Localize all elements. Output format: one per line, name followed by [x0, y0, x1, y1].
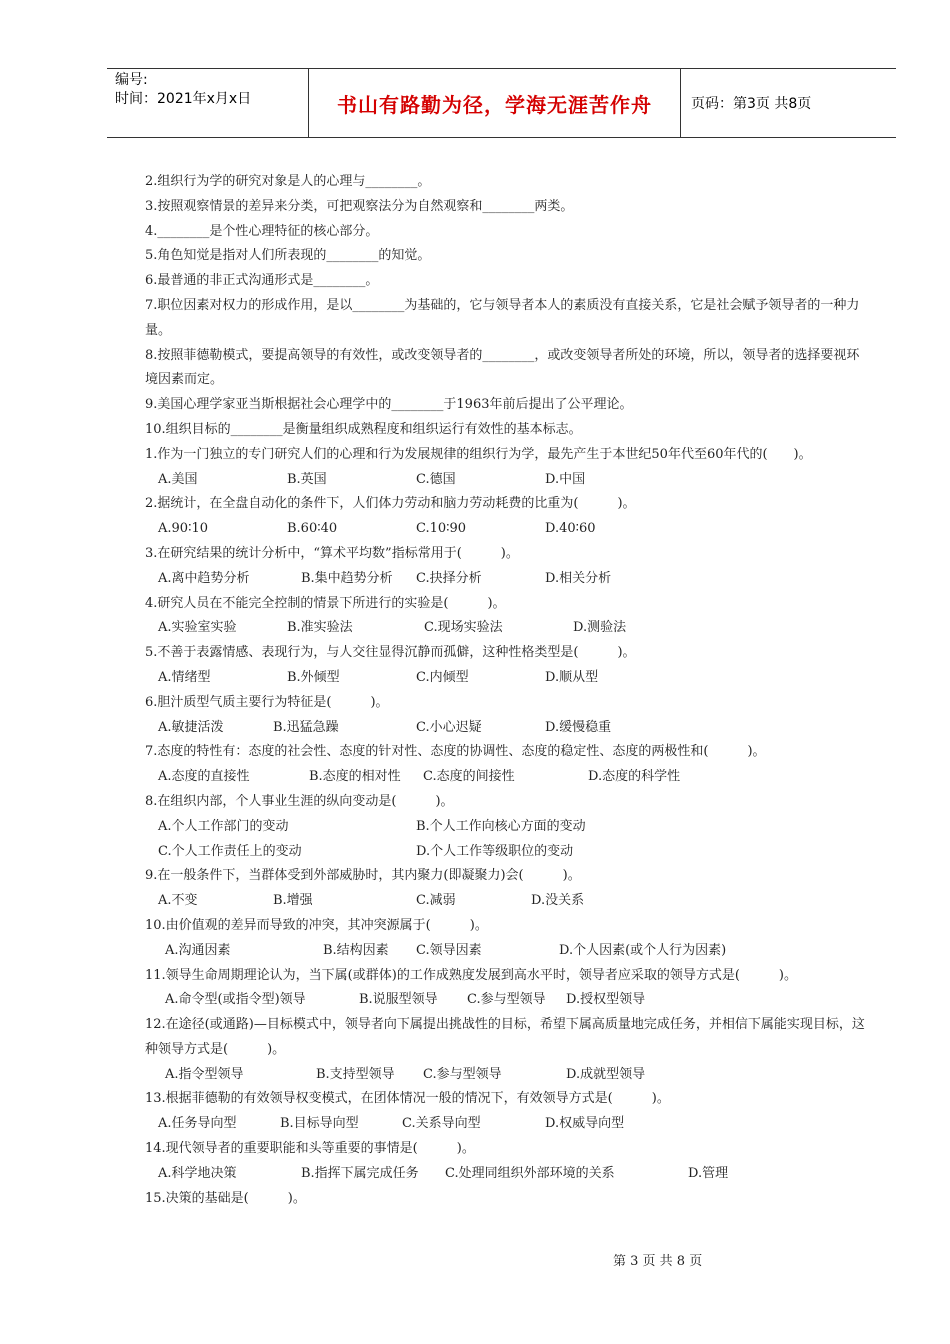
question-text: 12.在途径(或通路)—目标模式中，领导者向下属提出挑战性的目标，希望下属高质量地完成任务，并相信下属能实现目标，这种领导方式是( )。: [145, 1017, 865, 1057]
question-text: 14.现代领导者的重要职能和头等重要的事情是( )。: [145, 1141, 475, 1157]
question-1: [145, 443, 865, 493]
exam-content: [145, 170, 865, 1211]
option-d: D.顺从型: [545, 669, 599, 685]
question-8: [145, 790, 865, 864]
options-row: [145, 567, 865, 592]
question-5: [145, 641, 865, 691]
question-text: 15.决策的基础是( )。: [145, 1190, 306, 1206]
options-row: [145, 1063, 865, 1088]
option-d: D.测验法: [573, 620, 627, 636]
option-d: D.相关分析: [545, 570, 612, 586]
question-text: 10.由价值观的差异而导致的冲突，其冲突源属于( )。: [145, 917, 488, 933]
option-d: D.授权型领导: [566, 992, 646, 1008]
question-text: 1.作为一门独立的专门研究人们的心理和行为发展规律的组织行为学，最先产生于本世纪50年代至60年代的( )。: [145, 446, 812, 462]
options-row: [145, 1112, 865, 1137]
question-3: [145, 542, 865, 592]
option-c: C.抉择分析: [416, 570, 482, 586]
option-a: A.美国: [158, 471, 198, 487]
question-text: 13.根据菲德勒的有效领导权变模式，在团体情况一般的情况下，有效领导方式是( )。: [145, 1091, 670, 1107]
question-10: [145, 914, 865, 964]
option-b: B.态度的相对性: [309, 769, 401, 785]
fill-blank-9: 9.美国心理学家亚当斯根据社会心理学中的________于1963年前后提出了公平理论。: [145, 397, 633, 413]
question-13: [145, 1087, 865, 1137]
option-b: B.英国: [287, 471, 327, 487]
option-a: A.命令型(或指令型)领导: [165, 992, 306, 1008]
question-text: 8.在组织内部，个人事业生涯的纵向变动是( )。: [145, 793, 454, 809]
options-row: [145, 616, 865, 641]
option-b: B.说服型领导: [359, 992, 438, 1008]
header-meta: [107, 69, 309, 137]
question-text: 2.据统计，在全盘自动化的条件下，人们体力劳动和脑力劳动耗费的比重为( )。: [145, 496, 636, 512]
options-row: [145, 1162, 865, 1187]
options-row: [145, 765, 865, 790]
options-row: [145, 517, 865, 542]
option-d: D.个人工作等级职位的变动: [416, 843, 574, 859]
option-d: D.缓慢稳重: [545, 719, 612, 735]
fill-blank-6: 6.最普通的非正式沟通形式是________。: [145, 273, 379, 289]
option-c: C.关系导向型: [402, 1116, 481, 1132]
option-d: D.40∶60: [545, 521, 596, 537]
question-6: [145, 691, 865, 741]
option-d: D.没关系: [531, 893, 585, 909]
question-4: [145, 592, 865, 642]
option-c: C.减弱: [416, 893, 456, 909]
option-b: B.结构因素: [323, 942, 389, 958]
options-row: [145, 889, 865, 914]
option-d: D.个人因素(或个人行为因素): [559, 942, 727, 958]
option-c: C.小心迟疑: [416, 719, 482, 735]
fill-blank-5: 5.角色知觉是指对人们所表现的________的知觉。: [145, 248, 431, 264]
option-b: B.增强: [273, 893, 313, 909]
option-a: A.任务导向型: [158, 1116, 237, 1132]
option-d: D.中国: [545, 471, 586, 487]
option-c: C.10∶90: [416, 521, 467, 537]
question-text: 7.态度的特性有：态度的社会性、态度的针对性、态度的协调性、态度的稳定性、态度的两极性和( )。: [145, 744, 766, 760]
options-row: [145, 988, 865, 1013]
option-c: C.个人工作责任上的变动: [158, 843, 302, 859]
option-b: B.准实验法: [287, 620, 353, 636]
fill-blank-10: 10.组织目标的________是衡量组织成熟程度和组织运行有效性的基本标志。: [145, 421, 582, 437]
options-row: [145, 815, 865, 840]
options-row: [145, 939, 865, 964]
option-c: C.态度的间接性: [423, 769, 515, 785]
options-row: [145, 840, 865, 865]
option-a: A.态度的直接性: [158, 769, 250, 785]
option-d: D.权威导向型: [545, 1116, 625, 1132]
option-c: C.参与型领导: [423, 1066, 502, 1082]
option-b: B.60∶40: [287, 521, 338, 537]
option-b: B.指挥下属完成任务: [301, 1165, 419, 1181]
number-label: 编号:: [115, 72, 148, 88]
page-header: [107, 68, 896, 138]
fill-blank-8: 8.按照菲德勒模式，要提高领导的有效性，或改变领导者的________，或改变领导者所处的环境，所以，领导者的选择要视环境因素而定。: [145, 347, 860, 388]
option-a: A.离中趋势分析: [158, 570, 250, 586]
option-a: A.情绪型: [158, 669, 211, 685]
fill-blank-4: 4.________是个性心理特征的核心部分。: [145, 223, 379, 239]
option-b: B.外倾型: [287, 669, 340, 685]
date-label: 时间：2021年x月x日: [115, 91, 252, 107]
option-b: B.集中趋势分析: [301, 570, 393, 586]
option-a: A.实验室实验: [158, 620, 237, 636]
question-text: 11.领导生命周期理论认为，当下属(或群体)的工作成熟度发展到高水平时，领导者应采取的领导方式是( )。: [145, 967, 797, 983]
option-b: B.迅猛急躁: [273, 719, 339, 735]
options-row: [145, 468, 865, 493]
option-b: B.目标导向型: [280, 1116, 359, 1132]
option-c: C.处理同组织外部环境的关系: [445, 1165, 615, 1181]
question-text: 3.在研究结果的统计分析中，“算术平均数”指标常用于( )。: [145, 545, 519, 561]
page-footer: 第 3 页 共 8 页: [613, 1254, 703, 1269]
question-text: 5.不善于表露情感、表现行为，与人交往显得沉静而孤僻，这种性格类型是( )。: [145, 645, 636, 661]
option-a: A.沟通因素: [165, 942, 231, 958]
option-b: B.个人工作向核心方面的变动: [416, 818, 586, 834]
fill-blank-7: 7.职位因素对权力的形成作用，是以________为基础的，它与领导者本人的素质没有直接关系，它是社会赋予领导者的一种力量。: [145, 297, 860, 338]
option-c: C.内倾型: [416, 669, 469, 685]
question-7: [145, 740, 865, 790]
question-9: [145, 864, 865, 914]
options-row: [145, 716, 865, 741]
question-text: 9.在一般条件下，当群体受到外部威胁时，其内聚力(即凝聚力)会( )。: [145, 868, 581, 884]
option-a: A.不变: [158, 893, 198, 909]
header-page-code: 页码：第3页 共8页: [691, 96, 812, 112]
options-row: [145, 666, 865, 691]
fill-blank-3: 3.按照观察情景的差异来分类，可把观察法分为自然观察和________两类。: [145, 198, 574, 214]
option-a: A.敏捷活泼: [158, 719, 224, 735]
question-text: 4.研究人员在不能完全控制的情景下所进行的实验是( )。: [145, 595, 506, 611]
question-15: [145, 1187, 865, 1212]
option-a: A.指令型领导: [165, 1066, 244, 1082]
option-a: A.科学地决策: [158, 1165, 237, 1181]
question-12: [145, 1013, 865, 1087]
fill-blank-2: 2.组织行为学的研究对象是人的心理与________。: [145, 174, 431, 189]
question-2: [145, 492, 865, 542]
option-c: C.参与型领导: [467, 992, 546, 1008]
option-c: C.领导因素: [416, 942, 482, 958]
option-c: C.现场实验法: [424, 620, 503, 636]
option-b: B.支持型领导: [316, 1066, 395, 1082]
option-d: D.成就型领导: [566, 1066, 646, 1082]
option-d: D.管理: [688, 1165, 729, 1181]
header-motto: 书山有路勤为径，学海无涯苦作舟: [309, 69, 681, 137]
option-a: A.90∶10: [158, 521, 208, 537]
option-a: A.个人工作部门的变动: [158, 818, 289, 834]
question-11: [145, 964, 865, 1014]
option-d: D.态度的科学性: [588, 769, 681, 785]
question-text: 6.胆汁质型气质主要行为特征是( )。: [145, 694, 389, 710]
question-14: [145, 1137, 865, 1187]
option-c: C.德国: [416, 471, 456, 487]
